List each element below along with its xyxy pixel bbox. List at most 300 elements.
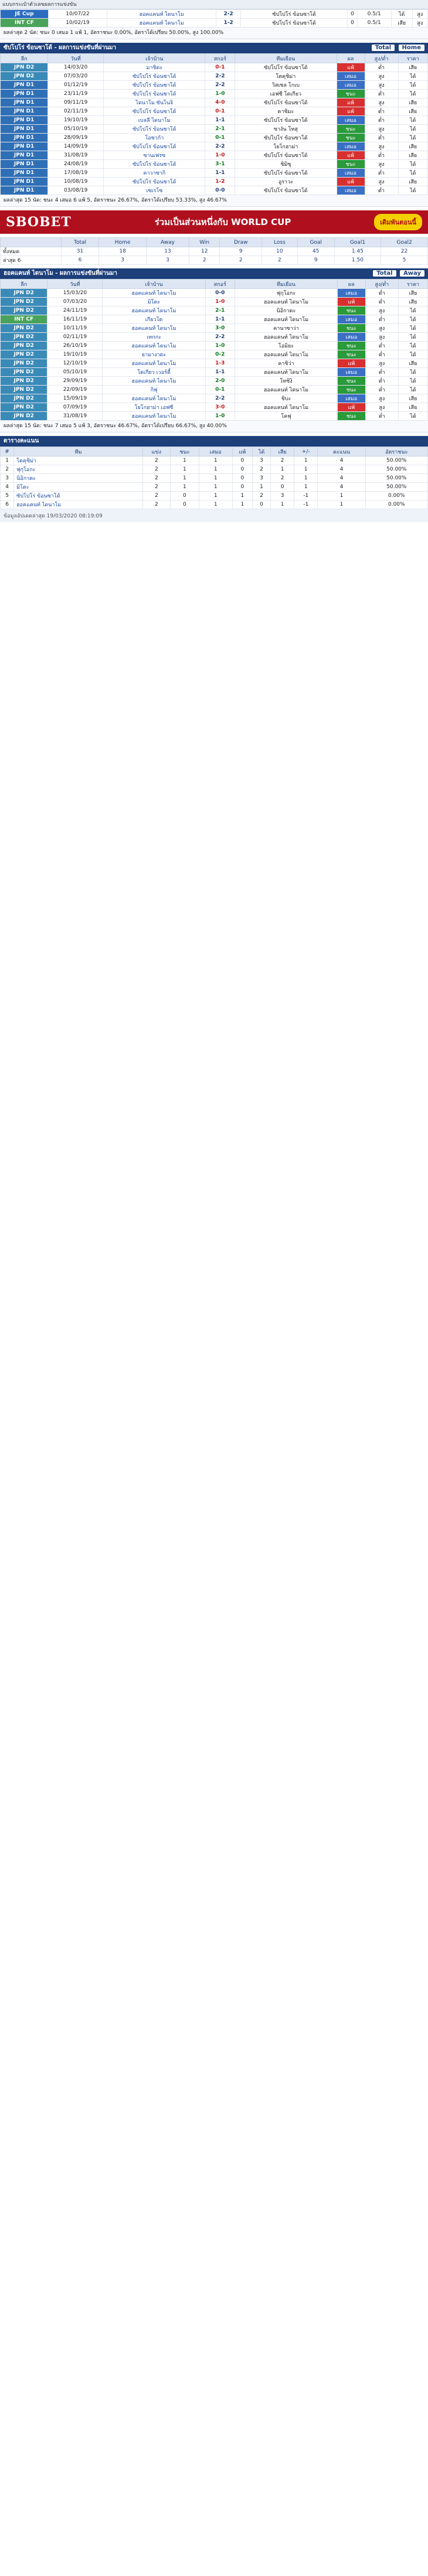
match-row[interactable] — [1, 98, 428, 107]
stats-value: 22 — [381, 247, 428, 256]
sbobet-banner[interactable] — [0, 210, 428, 234]
standings-value: 1 — [270, 465, 294, 474]
over-under: สูง — [365, 125, 398, 134]
away-team: ซัปโปโร่ ข้อนซาโด้ — [235, 98, 337, 107]
handicap-result: ได้ — [398, 160, 428, 169]
match-row[interactable] — [1, 368, 428, 377]
home-summary: ผลล่าสุด 15 นัด: ชนะ 4 เสมอ 6 แพ้ 5, อัตราชนะ 26.67%, อัตราได้เปรียบ 53.33%, สูง 46.67% — [0, 195, 428, 207]
match-score: 2-2 — [205, 142, 235, 151]
league-badge: INT CF — [1, 315, 47, 324]
match-result: เสมอ — [338, 368, 366, 377]
handicap-result: เสีย — [398, 63, 428, 72]
match-result: ชนะ — [338, 324, 366, 333]
handicap-result: เสีย — [398, 151, 428, 160]
match-score: 1-0 — [205, 90, 235, 98]
standings-value: 1 — [294, 483, 318, 492]
handicap-result: ได้ — [398, 90, 428, 98]
standings-value: 1 — [170, 465, 199, 474]
match-result: ชนะ — [337, 160, 365, 169]
stats-value: 10 — [262, 247, 298, 256]
handicap: 0 — [348, 10, 357, 19]
match-score: 0-2 — [205, 350, 235, 359]
match-row[interactable] — [1, 412, 428, 421]
home-team: ฮอคแคนท์ ไดนาโม — [103, 359, 205, 368]
league-badge: JPN D1 — [1, 186, 48, 195]
home-team: มิโตะ — [103, 298, 205, 306]
away-team: คาชิมะ — [235, 107, 337, 116]
away-team: คานาซาว่า — [235, 324, 337, 333]
match-date: 03/08/19 — [48, 186, 104, 195]
match-result: เสมอ — [337, 186, 365, 195]
match-result: เสมอ — [337, 81, 365, 90]
standings-value: 2 — [270, 456, 294, 465]
standings-value: 1 — [270, 500, 294, 509]
handicap-result: ได้ — [398, 125, 428, 134]
standings-value: 1 — [199, 474, 232, 483]
stats-value: 5 — [381, 256, 428, 265]
over-under: ต่ำ — [365, 386, 398, 394]
over-under: ต่ำ — [365, 63, 398, 72]
stats-header: Away — [146, 238, 189, 247]
match-result: แพ้ — [338, 298, 366, 306]
match-row[interactable] — [1, 315, 428, 324]
match-result: แพ้ — [337, 107, 365, 116]
odds: 0.5/1 — [357, 19, 391, 28]
match-score: 0-1 — [205, 386, 235, 394]
stats-value: 45 — [297, 247, 334, 256]
home-team: ฮอคแคนท์ ไดนาโม — [103, 289, 205, 298]
match-row[interactable] — [1, 403, 428, 412]
over-under: ต่ำ — [365, 186, 398, 195]
league-badge: JPN D2 — [1, 350, 47, 359]
stats-value: 6 — [61, 256, 98, 265]
standings-value: 2 — [253, 465, 271, 474]
home-team: ซัปโปโร่ ข้อนซาโด้ — [104, 81, 205, 90]
home-team: ซัปโปโร่ ข้อนซาโด้ — [104, 107, 205, 116]
match-score: 1-1 — [205, 368, 235, 377]
away-team: ฮอคแคนท์ ไดนาโม — [235, 315, 337, 324]
stats-header: Home — [99, 238, 147, 247]
league-badge: JPN D1 — [1, 81, 48, 90]
match-row[interactable] — [1, 306, 428, 315]
league-badge: JPN D2 — [1, 359, 47, 368]
match-row[interactable] — [1, 81, 428, 90]
standings-value: 1 — [199, 483, 232, 492]
away-team: อูราวะ — [235, 178, 337, 186]
league-badge: JPN D2 — [1, 306, 47, 315]
league-badge: JPN D2 — [1, 63, 48, 72]
handicap-result: เสีย — [399, 298, 428, 306]
h2h-row[interactable] — [1, 10, 428, 19]
match-score: 0-1 — [205, 107, 235, 116]
league-badge: JPN D2 — [1, 377, 47, 386]
away-team: ฮอคแคนท์ ไดนาโม — [235, 403, 337, 412]
match-score: 1-1 — [205, 315, 235, 324]
league-badge: JPN D1 — [1, 134, 48, 142]
standings-value: 1 — [294, 456, 318, 465]
standings-value: 2 — [1, 465, 14, 474]
away-team: ซัปโปโร่ ข้อนซาโด้ — [235, 134, 337, 142]
handicap-result: ได้ — [399, 377, 428, 386]
home-team: เกียวโต — [103, 315, 205, 324]
standings-value: 50.00% — [365, 456, 427, 465]
handicap-result: ได้ — [399, 412, 428, 421]
stats-header: Win — [189, 238, 220, 247]
standings-value: 0 — [270, 483, 294, 492]
home-team: ฮอคแคนท์ ไดนาโม — [107, 19, 216, 28]
home-team: โตเกียว เวอร์ดี้ — [103, 368, 205, 377]
standings-value: 50.00% — [365, 483, 427, 492]
standings-value: 4 — [318, 465, 365, 474]
home-team: เทกกะ — [103, 333, 205, 342]
away-team: วิสเซล โกเบ — [235, 81, 337, 90]
handicap-result: ได้ — [399, 333, 428, 342]
handicap-result: ได้ — [398, 81, 428, 90]
page-header: แบบกระเป๋าตัวเลขผลการแข่งขัน — [0, 0, 428, 9]
match-row[interactable] — [1, 107, 428, 116]
standings-value: 0 — [232, 474, 253, 483]
match-row[interactable] — [1, 169, 428, 178]
standings-value: 4 — [1, 483, 14, 492]
standings-value: 6 — [1, 500, 14, 509]
away-team: ซางัน โทสุ — [235, 125, 337, 134]
standings-row[interactable] — [1, 456, 428, 465]
match-score: 1-0 — [205, 151, 235, 160]
standings-value: 1 — [318, 500, 365, 509]
match-result: เสมอ — [337, 116, 365, 125]
league-badge: JPN D1 — [1, 90, 48, 98]
over-under: สูง — [365, 394, 398, 403]
handicap-result: ได้ — [398, 116, 428, 125]
handicap-result: เสีย — [391, 19, 412, 28]
stats-value: 1.50 — [334, 256, 381, 265]
standings-value: 1 — [199, 500, 232, 509]
standings-row[interactable] — [1, 483, 428, 492]
match-score: 2-2 — [205, 394, 235, 403]
match-row[interactable] — [1, 90, 428, 98]
home-team: ฮอคแคนท์ ไดนาโม — [103, 324, 205, 333]
away-team: เอฟซี โตเกียว — [235, 90, 337, 98]
standings-value: 50.00% — [365, 465, 427, 474]
over-under: ต่ำ — [365, 298, 398, 306]
standings-header: เสีย — [270, 447, 294, 456]
away-team: ซัปโปโร่ ข้อนซาโด้ — [235, 186, 337, 195]
standings-value: 1 — [170, 483, 199, 492]
team-name: ฟุกุโอกะ — [14, 465, 143, 474]
over-under: สูง — [365, 98, 398, 107]
match-score: 1-0 — [205, 298, 235, 306]
match-row[interactable] — [1, 386, 428, 394]
over-under: สูง — [365, 160, 398, 169]
stats-value: 1.45 — [334, 247, 381, 256]
standings-value: 1 — [199, 492, 232, 500]
match-result: ชนะ — [337, 90, 365, 98]
match-row[interactable] — [1, 324, 428, 333]
match-score: 3-1 — [205, 160, 235, 169]
standings-value: 2 — [142, 500, 170, 509]
away-team: ฟุกุโอกะ — [235, 289, 337, 298]
match-score: 1-3 — [205, 359, 235, 368]
match-row[interactable] — [1, 359, 428, 368]
standings-value: 2 — [142, 483, 170, 492]
match-score: 1-1 — [205, 116, 235, 125]
handicap-result: เสีย — [398, 107, 428, 116]
home-team: คาวาซากิ — [104, 169, 205, 178]
match-date: 22/09/19 — [47, 386, 103, 394]
handicap-result: ได้ — [399, 386, 428, 394]
away-section-title-text: ฮอคแคนท์ ไดนาโม - ผลการแข่งขันที่ผ่านมา — [4, 270, 117, 277]
standings-row[interactable] — [1, 465, 428, 474]
handicap-result: เสีย — [399, 289, 428, 298]
standings-value: 2 — [142, 465, 170, 474]
league-badge: JPN D1 — [1, 125, 48, 134]
match-date: 05/10/19 — [48, 125, 104, 134]
match-row[interactable] — [1, 394, 428, 403]
match-result: แพ้ — [337, 151, 365, 160]
away-team: นิอิกาตะ — [235, 306, 337, 315]
h2h-row[interactable] — [1, 19, 428, 28]
handicap-result: ได้ — [398, 134, 428, 142]
match-result: ชนะ — [338, 386, 366, 394]
standings-value: 4 — [318, 483, 365, 492]
tab-total[interactable]: Total — [372, 45, 395, 51]
stats-table — [0, 237, 428, 265]
away-team: คาชิว่า — [235, 359, 337, 368]
match-result: แพ้ — [337, 178, 365, 186]
match-row[interactable] — [1, 134, 428, 142]
away-team: ชิมิซุ — [235, 160, 337, 169]
h2h-table — [0, 9, 428, 28]
standings-header: # — [1, 447, 14, 456]
league-badge: JPN D1 — [1, 107, 48, 116]
stats-header: Total — [61, 238, 98, 247]
home-results-table: ลีก วันที่ เจ้าบ้าน สกอร์ ทีมเยือน ผล สูง/ต่ำ ราคา JPN D2 14/03/20 มาชิดะ 0-1 ซัปโปโร่ ข้อนซาโด้ แพ้ ต่ำ เสีย JPN D2 07/03/20 ซัปโปโร่ ข้อนซาโด้ 2-2 โตคุชิม่า เสมอ สูง ได้ JPN D1 01/12/19 ซัปโปโร่ ข้อนซาโด้ 2-2 วิสเซล โกเบ เสมอ สูง ได้ JPN D1 23/11/19 ซัปโปโร่ ข้อนซาโด้ 1-0 เอฟซี โตเกียว ชนะ ต่ำ ได้ JPN D1 09/11/19 ไดนาโม ซันโนจิ 4-0 ซัปโปโร่ ข้อนซาโด้ แพ้ สูง เสีย JPN D1 02/11/19 ซัปโปโร่ ข้อนซาโด้ 0-1 คาชิมะ แพ้ ต่ำ เสีย JPN D1 19/10/19 เบลลี ไดนาโม 1-1 ซัปโปโร่ ข้อนซาโด้ เสมอ ต่ำ ได้ JPN D1 05/10/19 ซัปโปโร่ ข้อนซาโด้ 2-1 ซางัน โทสุ ชนะ สูง ได้ JPN D1 28/09/19 โอซาก้า 0-1 ซัปโปโร่ ข้อนซาโด้ ชนะ ต่ำ ได้ JPN D1 14/09/19 ซัปโปโร่ ข้อนซาโด้ 2-2 โยโกฮาม่า เสมอ สูง เสีย JPN D1 31/08/19 ซานเฟรซ 1-0 ซัปโปโร่ ข้อนซาโด้ แพ้ ต่ำ เสีย JPN D1 24/08/19 ซัปโปโร่ ข้อนซาโด้ 3-1 ชิมิซุ ชนะ สูง ได้ JPN D1 17/08/19 คาวาซากิ 1-1 ซัปโปโร่ ข้อนซาโด้ เสมอ ต่ำ ได้ JPN D1 10/08/19 ซัปโปโร่ ข้อนซาโด้ 1-2 อูราวะ แพ้ สูง เสีย JPN D1 03/08/19 เซเรโซ 0-0 ซัปโปโร่ ข้อนซาโด้ เสมอ ต่ำ ได้ — [0, 53, 428, 195]
standings-value: 0 — [253, 500, 271, 509]
league-badge: JPN D2 — [1, 289, 47, 298]
stats-label: ล่าสุด 6 — [1, 256, 62, 265]
league-badge: JE Cup — [1, 10, 49, 19]
away-team: ชิบะ — [235, 394, 337, 403]
stats-header: Goal2 — [381, 238, 428, 247]
banner-cta-button[interactable]: เดิมพันตอนนี้ — [374, 214, 422, 230]
standings-value: 2 — [270, 474, 294, 483]
match-result: เสมอ — [338, 315, 366, 324]
standings-title-text: ตารางคะแนน — [4, 438, 39, 444]
tab-total-away[interactable]: Total — [373, 270, 396, 277]
standings-value: 1 — [232, 500, 253, 509]
away-team: โตคุชิม่า — [235, 72, 337, 81]
standings-value: -1 — [294, 492, 318, 500]
over-under: ต่ำ — [365, 412, 398, 421]
standings-row[interactable] — [1, 500, 428, 509]
handicap-result: เสีย — [398, 98, 428, 107]
handicap: 0 — [348, 19, 357, 28]
handicap-result: ได้ — [399, 350, 428, 359]
away-team: โยโกฮาม่า — [235, 142, 337, 151]
away-team: ซัปโปโร่ ข้อนซาโด้ — [235, 63, 337, 72]
home-team: ฮอคแคนท์ ไดนาโม — [103, 394, 205, 403]
match-row[interactable] — [1, 377, 428, 386]
standings-value: 1 — [294, 465, 318, 474]
over-under: สูง — [412, 10, 427, 19]
match-score: 2-2 — [205, 333, 235, 342]
match-date: 10/08/19 — [48, 178, 104, 186]
over-under: ต่ำ — [365, 90, 398, 98]
match-date: 15/09/19 — [47, 394, 103, 403]
match-result: ชนะ — [338, 350, 366, 359]
standings-value: 1 — [253, 483, 271, 492]
match-result: ชนะ — [337, 125, 365, 134]
over-under: ต่ำ — [365, 169, 398, 178]
match-date: 02/11/19 — [48, 107, 104, 116]
home-team: กิฟุ — [103, 386, 205, 394]
league-badge: JPN D2 — [1, 324, 47, 333]
away-summary: ผลล่าสุด 15 นัด: ชนะ 7 เสมอ 5 แพ้ 3, อัตราชนะ 46.67%, อัตราได้เปรียบ 66.67%, สูง 40.00% — [0, 421, 428, 432]
match-result: ชนะ — [338, 377, 366, 386]
match-row[interactable] — [1, 116, 428, 125]
home-team: ซัปโปโร่ ข้อนซาโด้ — [104, 72, 205, 81]
tab-away[interactable]: Away — [400, 270, 424, 277]
standings-header: แข่ง — [142, 447, 170, 456]
away-team: ฮอคแคนท์ ไดนาโม — [235, 333, 337, 342]
match-score: 0-0 — [205, 289, 235, 298]
match-date: 31/08/19 — [48, 151, 104, 160]
handicap-result: ได้ — [399, 368, 428, 377]
stats-value: 13 — [146, 247, 189, 256]
match-row[interactable] — [1, 333, 428, 342]
stats-row — [1, 247, 428, 256]
standings-value: 2 — [142, 474, 170, 483]
match-score: 4-0 — [205, 98, 235, 107]
match-row[interactable] — [1, 125, 428, 134]
league-badge: JPN D2 — [1, 368, 47, 377]
standings-value: 0 — [232, 465, 253, 474]
standings-value: 1 — [1, 456, 14, 465]
league-badge: JPN D2 — [1, 298, 47, 306]
home-team: ฮอคแคนท์ ไดนาโม — [103, 306, 205, 315]
away-team: ซัปโปโร่ ข้อนซาโด้ — [235, 169, 337, 178]
match-score: 3-0 — [205, 403, 235, 412]
league-badge: JPN D1 — [1, 178, 48, 186]
match-date: 01/12/19 — [48, 81, 104, 90]
match-date: 14/09/19 — [48, 142, 104, 151]
league-badge: JPN D2 — [1, 403, 47, 412]
match-date: 26/10/19 — [47, 342, 103, 350]
banner-text: ร่วมเป็นส่วนหนึ่งกับ WORLD CUP — [154, 217, 291, 227]
match-date: 16/11/19 — [47, 315, 103, 324]
match-row[interactable] — [1, 160, 428, 169]
match-result: แพ้ — [337, 98, 365, 107]
away-team: ซัปโปโร่ ข้อนซาโด้ — [235, 116, 337, 125]
standings-value: 3 — [253, 456, 271, 465]
stats-header: Loss — [262, 238, 298, 247]
h2h-summary: ผลล่าสุด 2 นัด: ชนะ 0 เสมอ 1 แพ้ 1, อัตราชนะ 0.00%, อัตราได้เปรียบ 50.00%, สูง 100.00% — [0, 28, 428, 39]
match-date: 29/09/19 — [47, 377, 103, 386]
standings-row[interactable] — [1, 492, 428, 500]
stats-value: 3 — [99, 256, 147, 265]
match-result: เสมอ — [337, 142, 365, 151]
match-date: 14/03/20 — [48, 63, 104, 72]
standings-value: 3 — [253, 474, 271, 483]
match-date: 31/08/19 — [47, 412, 103, 421]
team-name: ซัปโปโร่ ข้อนซาโด้ — [14, 492, 143, 500]
home-section-title — [0, 43, 428, 53]
stats-value: 3 — [146, 256, 189, 265]
match-score: 2-0 — [205, 377, 235, 386]
standings-value: 1 — [170, 474, 199, 483]
match-date: 17/08/19 — [48, 169, 104, 178]
home-team: ซัปโปโร่ ข้อนซาโด้ — [104, 90, 205, 98]
match-date: 10/02/19 — [48, 19, 107, 28]
standings-value: 1 — [199, 456, 232, 465]
home-team: ยามางาตะ — [103, 350, 205, 359]
over-under: สูง — [365, 72, 398, 81]
standings-value: 0 — [170, 492, 199, 500]
match-row[interactable] — [1, 289, 428, 298]
match-result: ชนะ — [337, 134, 365, 142]
over-under: ต่ำ — [365, 350, 398, 359]
handicap-result: ได้ — [398, 186, 428, 195]
home-team: ซัปโปโร่ ข้อนซาโด้ — [104, 160, 205, 169]
match-row[interactable] — [1, 178, 428, 186]
match-date: 10/07/22 — [48, 10, 107, 19]
stats-value: 2 — [262, 256, 298, 265]
match-row[interactable] — [1, 72, 428, 81]
stats-value: 2 — [189, 256, 220, 265]
standings-value: -1 — [294, 500, 318, 509]
match-row[interactable] — [1, 298, 428, 306]
standings-header: ได้ — [253, 447, 271, 456]
match-result: ชนะ — [338, 342, 366, 350]
standings-value: 4 — [318, 474, 365, 483]
tab-home[interactable]: Home — [399, 45, 424, 51]
match-row[interactable] — [1, 342, 428, 350]
stats-header: Goal1 — [334, 238, 381, 247]
away-team: ฮอคแคนท์ ไดนาโม — [235, 368, 337, 377]
away-section-title — [0, 268, 428, 279]
match-row[interactable] — [1, 63, 428, 72]
match-score: 0-1 — [205, 63, 235, 72]
standings-value: 0 — [232, 456, 253, 465]
home-team: ซัปโปโร่ ข้อนซาโด้ — [104, 142, 205, 151]
away-team: ฮอคแคนท์ ไดนาโม — [235, 350, 337, 359]
standings-value: 3 — [270, 492, 294, 500]
standings-value: 0 — [232, 483, 253, 492]
over-under: ต่ำ — [365, 151, 398, 160]
over-under: ต่ำ — [365, 342, 398, 350]
match-row[interactable] — [1, 350, 428, 359]
match-result: แพ้ — [337, 63, 365, 72]
away-results-table: ลีก วันที่ เจ้าบ้าน สกอร์ ทีมเยือน ผล สูง/ต่ำ ราคา JPN D2 15/03/20 ฮอคแคนท์ ไดนาโม 0-0 ฟุกุโอกะ เสมอ ต่ำ เสีย JPN D2 07/03/20 มิโตะ 1-0 ฮอคแคนท์ ไดนาโม แพ้ ต่ำ เสีย JPN D2 24/11/19 ฮอคแคนท์ ไดนาโม 2-1 นิอิกาตะ ชนะ สูง ได้ INT CF 16/11/19 เกียวโต 1-1 ฮอคแคนท์ ไดนาโม เสมอ ต่ำ ได้ JPN D2 10/11/19 ฮอคแคนท์ ไดนาโม 3-0 คานาซาว่า ชนะ สูง ได้ JPN D2 02/11/19 เทกกะ 2-2 ฮอคแคนท์ ไดนาโม เสมอ สูง ได้ JPN D2 26/10/19 ฮอคแคนท์ ไดนาโม 1-0 โอมิยะ ชนะ ต่ำ ได้ JPN D2 19/10/19 ยามางาตะ 0-2 ฮอคแคนท์ ไดนาโม ชนะ ต่ำ ได้ JPN D2 12/10/19 ฮอคแคนท์ ไดนาโม 1-3 คาชิว่า แพ้ สูง เสีย JPN D2 05/10/19 โตเกียว เวอร์ดี้ 1-1 ฮอคแคนท์ ไดนาโม เสมอ ต่ำ ได้ JPN D2 29/09/19 ฮอคแคนท์ ไดนาโม 2-0 โทชิงิ ชนะ ต่ำ ได้ JPN D2 22/09/19 กิฟุ 0-1 ฮอคแคนท์ ไดนาโม ชนะ ต่ำ ได้ JPN D2 15/09/19 ฮอคแคนท์ ไดนาโม 2-2 ชิบะ เสมอ สูง เสีย JPN D2 07/09/19 โยโกฮาม่า เอฟซี 3-0 ฮอคแคนท์ ไดนาโม แพ้ สูง เสีย JPN D2 31/08/19 ฮอคแคนท์ ไดนาโม 1-0 โคฟุ ชนะ ต่ำ ได้ — [0, 279, 428, 421]
away-team: โอมิยะ — [235, 342, 337, 350]
league-badge: JPN D1 — [1, 98, 48, 107]
match-row[interactable] — [1, 151, 428, 160]
away-team: ฮอคแคนท์ ไดนาโม — [235, 386, 337, 394]
match-date: 07/03/20 — [47, 298, 103, 306]
match-score: 2-2 — [205, 81, 235, 90]
home-team: เซเรโซ — [104, 186, 205, 195]
over-under: สูง — [365, 306, 398, 315]
match-row[interactable] — [1, 186, 428, 195]
match-date: 02/11/19 — [47, 333, 103, 342]
league-badge: JPN D1 — [1, 169, 48, 178]
match-date: 15/03/20 — [47, 289, 103, 298]
stats-value: 9 — [220, 247, 262, 256]
standings-row[interactable] — [1, 474, 428, 483]
match-row[interactable] — [1, 142, 428, 151]
match-result: เสมอ — [337, 169, 365, 178]
over-under: สูง — [365, 324, 398, 333]
